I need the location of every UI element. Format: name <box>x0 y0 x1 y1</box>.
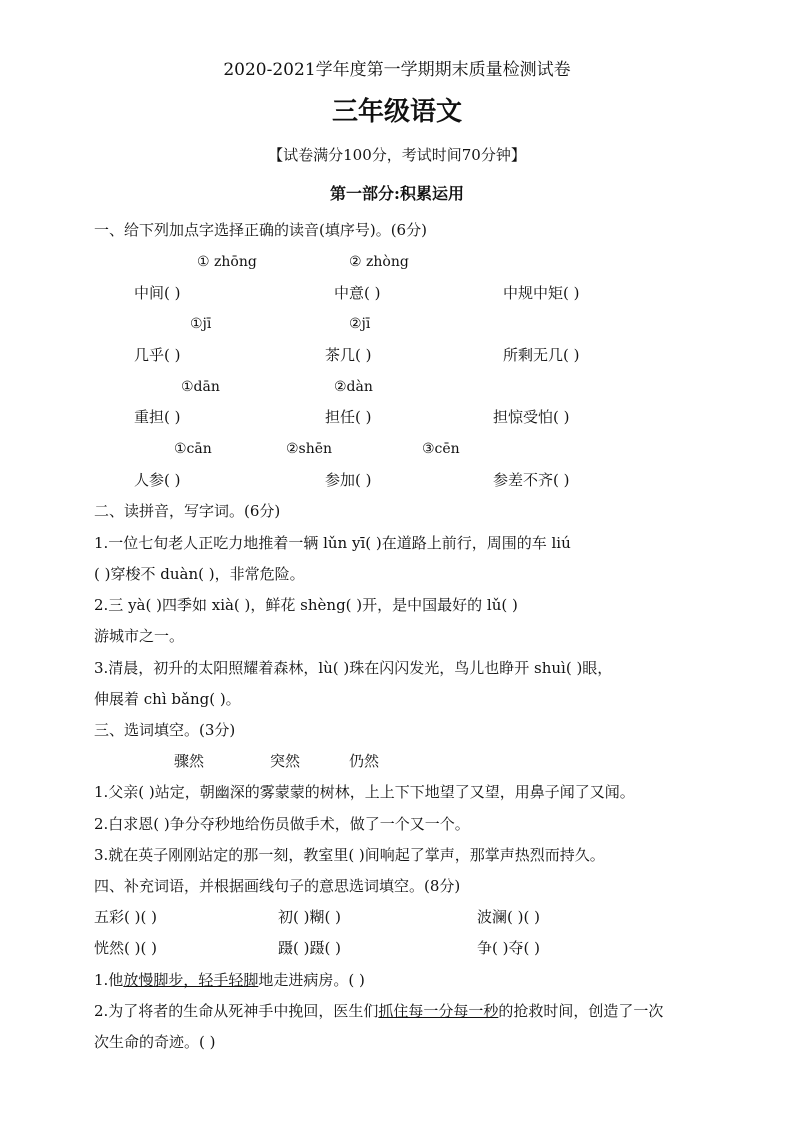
subject-title: 三年级语文 <box>331 97 462 127</box>
word-blank[interactable]: 重担( ) <box>134 408 181 426</box>
q4-s2-suffix: 的抢救时间，创造了一次 <box>498 1002 664 1020</box>
pinyin-option: ② zhòng <box>349 254 409 270</box>
q4-sentence-2 <box>94 1001 663 1021</box>
q4-s2-prefix: 2.为了将者的生命从死神手中挽回，医生们 <box>94 1002 379 1020</box>
pinyin-option: ②shēn <box>286 441 333 457</box>
q4-heading: 四、补充词语，并根据画线句子的意思选词填空。(8分) <box>94 877 461 895</box>
q4-s2-underlined: 抓住每一分每一秒 <box>378 1002 499 1020</box>
q4-s1-prefix: 1.他 <box>94 971 124 989</box>
pinyin-option: ②dàn <box>334 379 373 395</box>
exam-title: 2020-2021学年度第一学期期末质量检测试卷 <box>223 60 571 80</box>
pinyin-option: ①cān <box>174 441 212 457</box>
word-blank[interactable]: 参加( ) <box>325 471 372 489</box>
pinyin-option: ①jī <box>190 316 212 332</box>
q2-line: 游城市之一。 <box>94 627 185 645</box>
word-blank[interactable]: 蹑( )蹑( ) <box>278 939 341 957</box>
word-blank[interactable]: 中规中矩( ) <box>503 284 580 302</box>
part-one-heading: 第一部分:积累运用 <box>330 184 464 203</box>
pinyin-option: ① zhōng <box>197 254 257 270</box>
word-blank[interactable]: 参差不齐( ) <box>493 471 570 489</box>
pinyin-option: ①dān <box>181 379 220 395</box>
word-option: 骤然 <box>174 752 205 770</box>
word-blank[interactable]: 五彩( )( ) <box>94 908 157 926</box>
q2-line[interactable]: ( )穿梭不 duàn( )，非常危险。 <box>94 565 305 583</box>
word-option: 突然 <box>270 752 301 770</box>
word-blank[interactable]: 几乎( ) <box>134 346 181 364</box>
word-blank[interactable]: 恍然( )( ) <box>94 939 157 957</box>
q2-heading: 二、读拼音，写字词。(6分) <box>94 502 281 520</box>
word-blank[interactable]: 担惊受怕( ) <box>493 408 570 426</box>
q4-sentence-1[interactable] <box>94 970 365 990</box>
word-blank[interactable]: 人参( ) <box>134 471 181 489</box>
pinyin-option: ②jī <box>349 316 371 332</box>
word-option: 仍然 <box>349 752 380 770</box>
word-blank[interactable]: 茶几( ) <box>325 346 372 364</box>
q4-s1-suffix: 地走进病房。( ) <box>258 971 365 989</box>
q3-heading: 三、选词填空。(3分) <box>94 721 236 739</box>
q2-line[interactable]: 伸展着 chì bǎng( )。 <box>94 690 241 708</box>
word-blank[interactable]: 争( )夺( ) <box>477 939 540 957</box>
word-blank[interactable]: 初( )糊( ) <box>278 908 341 926</box>
q2-line[interactable]: 2.三 yà( )四季如 xià( )，鲜花 shèng( )开，是中国最好的 lǔ( ) <box>94 596 518 614</box>
q3-line[interactable]: 3.就在英子刚刚站定的那一刻，教室里( )间响起了掌声，那掌声热烈而持久。 <box>94 846 605 864</box>
word-blank[interactable]: 中意( ) <box>334 284 381 302</box>
q3-line[interactable]: 1.父亲( )站定，朝幽深的雾蒙蒙的树林，上上下下地望了又望，用鼻子闻了又闻。 <box>94 783 635 801</box>
pinyin-option: ③cēn <box>422 441 460 457</box>
word-blank[interactable]: 所剩无几( ) <box>503 346 580 364</box>
q2-line[interactable]: 3.清晨，初升的太阳照耀着森林，lù( )珠在闪闪发光，鸟儿也睁开 shuì( )眼， <box>94 659 613 677</box>
q2-line[interactable]: 1.一位七旬老人正吃力地推着一辆 lǔn yī( )在道路上前行，周围的车 liú <box>94 534 571 552</box>
q1-heading: 一、给下列加点字选择正确的读音(填序号)。(6分) <box>94 221 427 239</box>
word-blank[interactable]: 波澜( )( ) <box>477 908 540 926</box>
q4-sentence-2-cont[interactable]: 次生命的奇迹。( ) <box>94 1033 216 1051</box>
q3-line[interactable]: 2.白求恩( )争分夺秒地给伤员做手术，做了一个又一个。 <box>94 815 470 833</box>
word-blank[interactable]: 担任( ) <box>325 408 372 426</box>
word-blank[interactable]: 中间( ) <box>134 284 181 302</box>
q4-s1-underlined: 放慢脚步，轻手轻脚 <box>123 971 259 989</box>
exam-info-note: 【试卷满分100分，考试时间70分钟】 <box>268 146 526 164</box>
